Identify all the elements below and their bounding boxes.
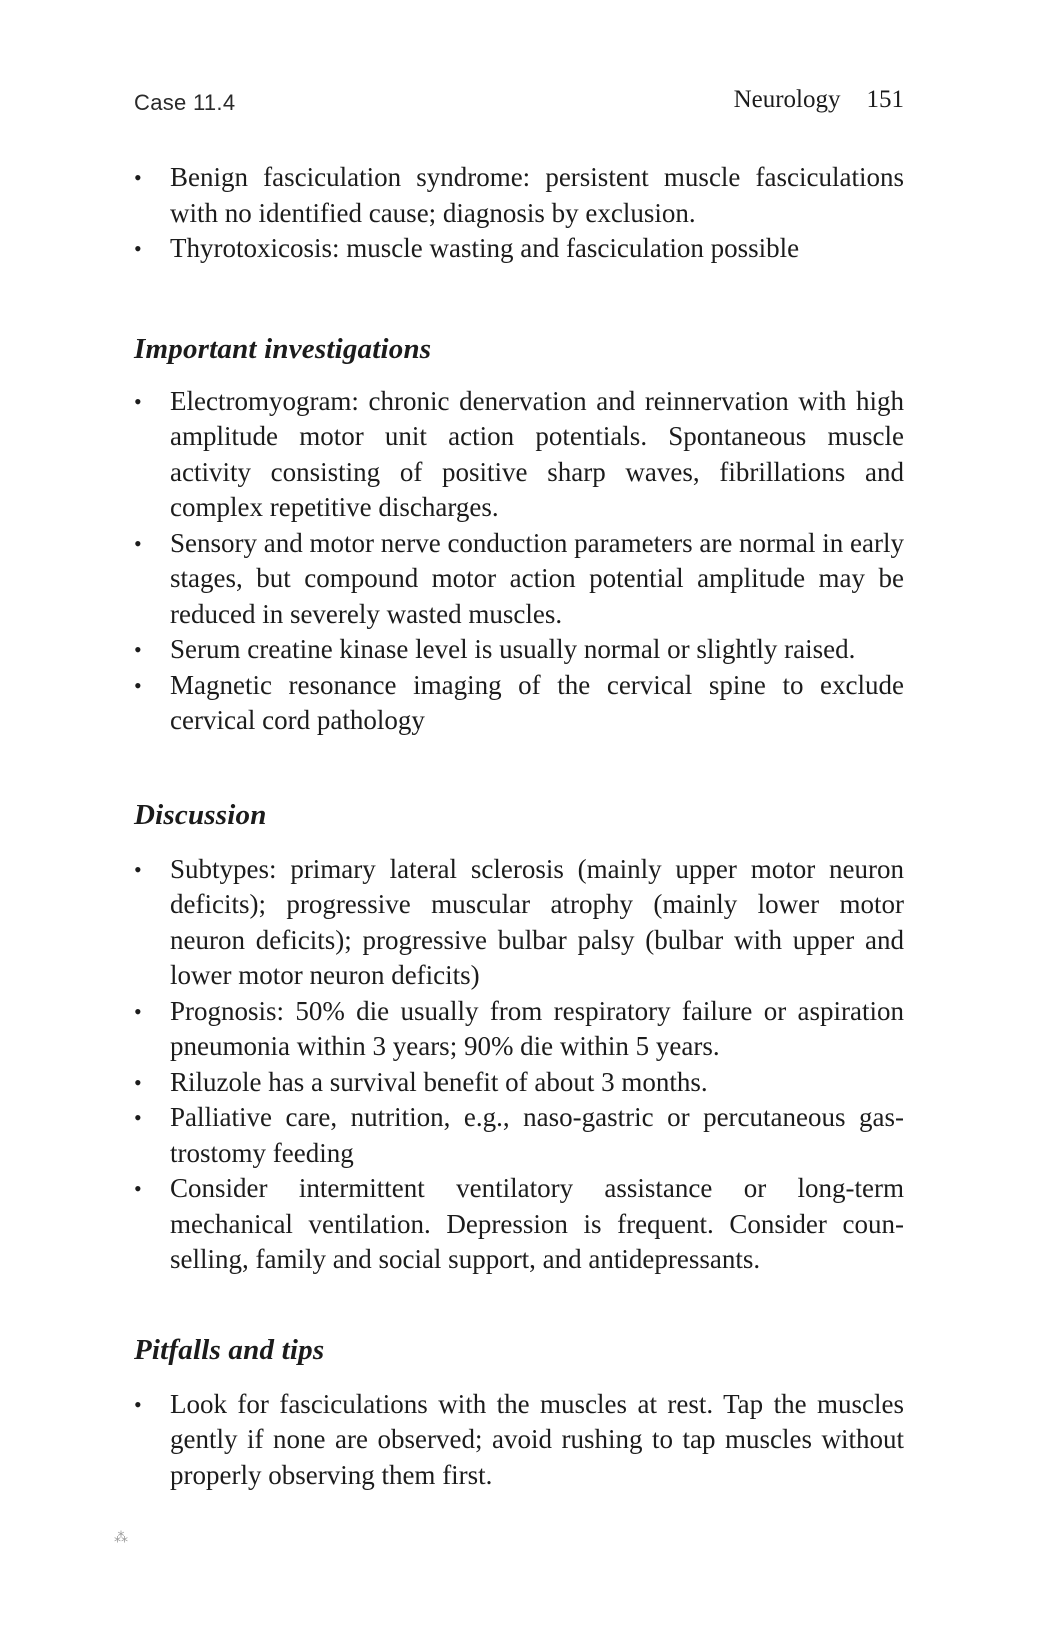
investigations-bullet-list (134, 384, 904, 739)
page-number: 151 (866, 86, 904, 113)
running-head-right (734, 86, 904, 114)
scan-speck-mark: ⁂ (114, 1530, 128, 1546)
list-item: • Prognosis: 50% die usually from respiratory failure or aspiration pneumonia within 3 years; 90% die within 5 years. (134, 994, 904, 1065)
heading-discussion: Discussion (134, 798, 267, 831)
running-head (134, 86, 904, 122)
case-label: Case 11.4 (134, 90, 236, 115)
pitfalls-bullet-list (134, 1387, 904, 1494)
list-item: • Look for fasciculations with the muscles at rest. Tap the muscles gently if none are observed; avoid rushing to tap muscles without properly observing them first. (134, 1387, 904, 1494)
section-title: Neurology (733, 86, 841, 113)
heading-pitfalls-and-tips: Pitfalls and tips (134, 1333, 325, 1366)
list-item: • Palliative care, nutrition, e.g., naso-gastric or percutaneous gastrostomy feeding (134, 1100, 904, 1171)
list-item: • Sensory and motor nerve conduction parameters are normal in early stages, but compound motor action potential amplitude may be reduced in severely wasted muscles. (134, 526, 904, 633)
heading-important-investigations: Important investigations (134, 332, 432, 365)
list-item: • Benign fasciculation syndrome: persistent muscle fasciculations with no identified cause; diagnosis by exclusion. (134, 160, 904, 231)
list-item: • Electromyogram: chronic denervation and reinnervation with high amplitude motor unit action potentials. Spontaneous muscle activity consisting of positive sharp waves, fibrillations and complex repetitive discharges. (134, 384, 904, 526)
list-item: • Magnetic resonance imaging of the cervical spine to exclude cervical cord pathology (134, 668, 904, 739)
list-item: • Riluzole has a survival benefit of about 3 months. (134, 1065, 904, 1101)
intro-bullet-list (134, 160, 904, 267)
page-content (134, 160, 904, 1493)
list-item: • Consider intermittent ventilatory assistance or long-term mechanical ventilation. Depression is frequent. Consider counselling, family and social support, and antidepressants. (134, 1171, 904, 1278)
list-item: • Subtypes: primary lateral sclerosis (mainly upper motor neuron deficits); progressive muscular atrophy (mainly lower motor neuron deficits); progressive bulbar palsy (bulbar with upper and lower motor neuron deficits) (134, 852, 904, 994)
list-item: • Thyrotoxicosis: muscle wasting and fasciculation possible (134, 231, 904, 267)
list-item: • Serum creatine kinase level is usually normal or slightly raised. (134, 632, 904, 668)
discussion-bullet-list (134, 852, 904, 1278)
